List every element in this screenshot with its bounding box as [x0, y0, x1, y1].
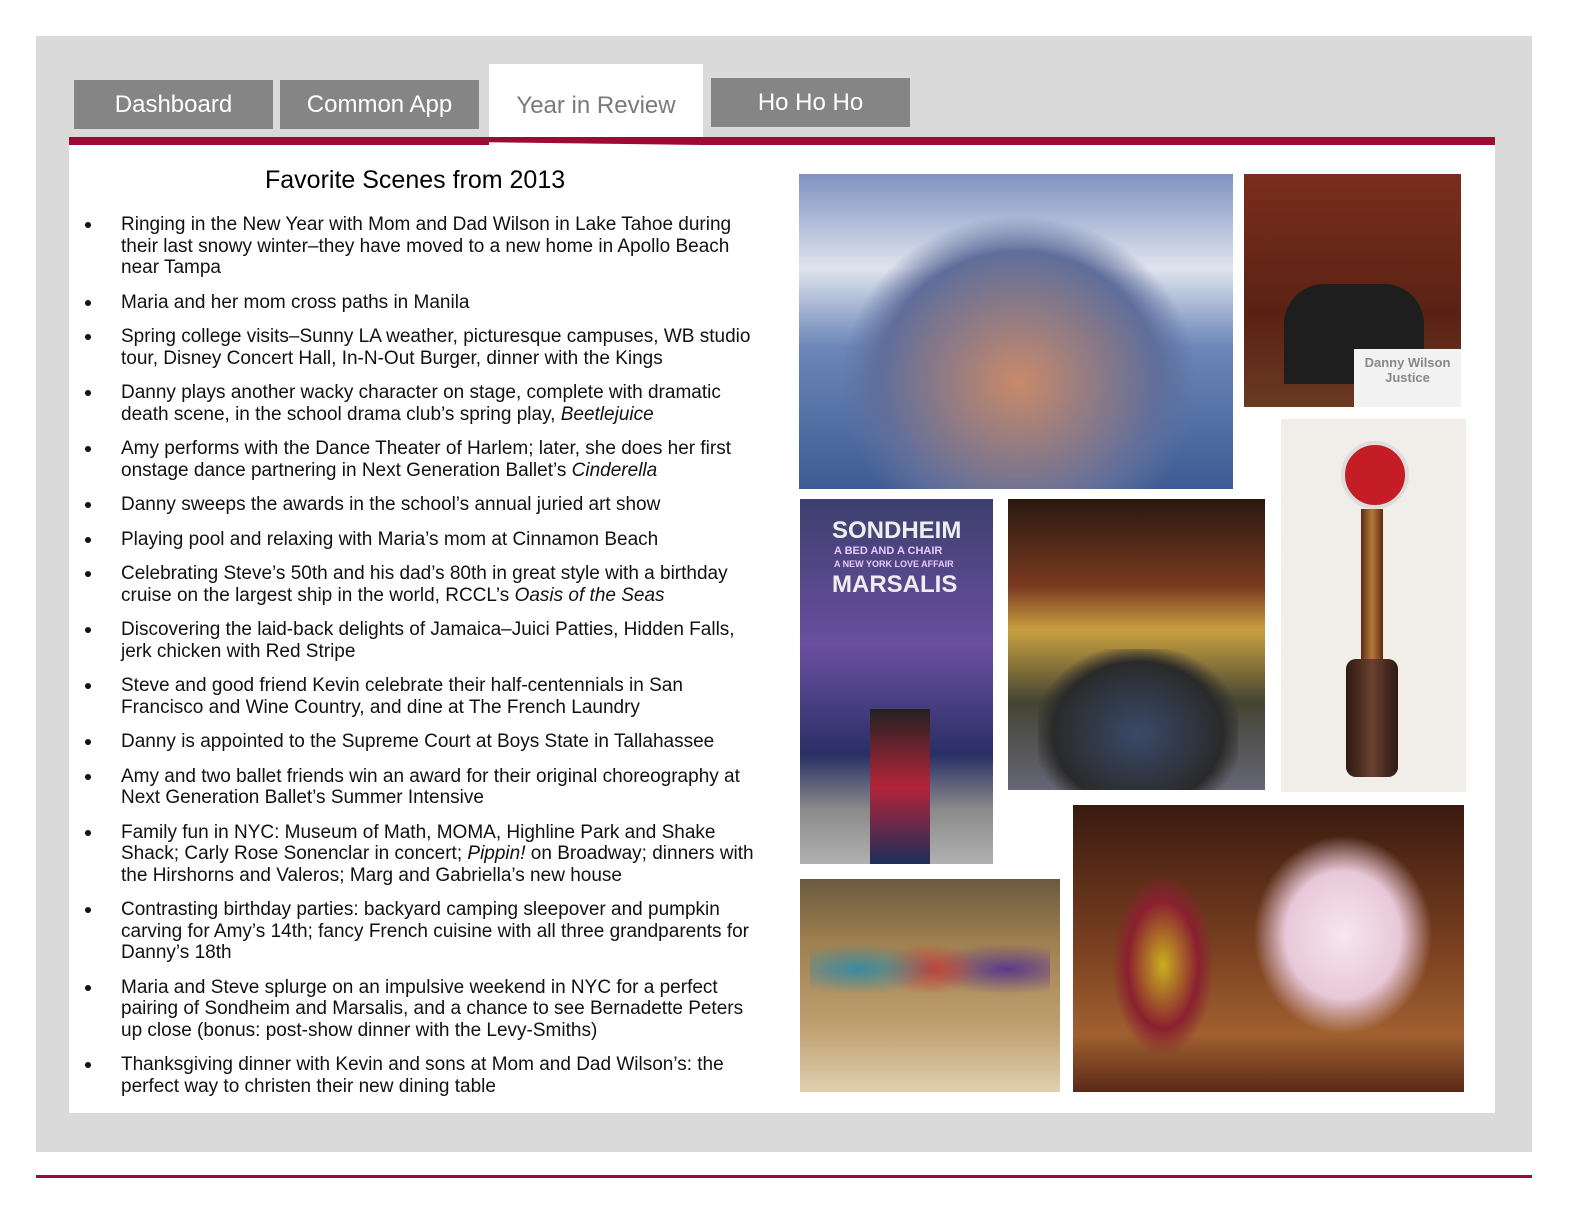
item-text: Danny plays another wacky character on stage, complete with dramatic death scene, in the school drama club’s spring play, — [121, 382, 721, 425]
bullet-icon — [85, 907, 91, 913]
scene-item — [85, 675, 765, 718]
scenes-list — [85, 214, 765, 1110]
item-text: Danny is appointed to the Supreme Court at Boys State in Tallahassee — [121, 731, 715, 752]
item-text: Amy performs with the Dance Theater of Harlem; later, she does her first onstage dance partnering in Next Generation Ballet’s — [121, 438, 732, 481]
bullet-icon — [85, 222, 91, 228]
poster-title-2: MARSALIS — [832, 571, 958, 598]
item-text: Steve and good friend Kevin celebrate their half-centennials in San Francisco and Wine Country, and dine at The French Laundry — [121, 675, 683, 718]
photo-cruise-family — [799, 174, 1233, 489]
scene-item — [85, 766, 765, 809]
scene-item — [85, 529, 765, 551]
photo-broadway-times-square — [1008, 499, 1265, 790]
bullet-icon — [85, 627, 91, 633]
bullet-icon — [85, 1062, 91, 1068]
bullet-icon — [85, 300, 91, 306]
page-title: Favorite Scenes from 2013 — [265, 166, 566, 194]
photo-boys-state-justice — [1244, 174, 1461, 407]
photo-ballet-performance — [1073, 805, 1464, 1092]
item-title-italic: Pippin! — [467, 843, 526, 864]
item-text: Danny sweeps the awards in the school’s annual juried art show — [121, 494, 661, 515]
scene-item — [85, 214, 765, 279]
item-text: on Broadway; dinners with the Hirshorns and Valeros; Marg and Gabriella’s new house — [121, 843, 754, 886]
scene-item — [85, 1054, 765, 1097]
bullet-icon — [85, 334, 91, 340]
bullet-icon — [85, 830, 91, 836]
item-text: Playing pool and relaxing with Maria’s mom at Cinnamon Beach — [121, 528, 659, 550]
footer-rule — [36, 1175, 1532, 1178]
scene-item — [85, 731, 765, 753]
bullet-icon — [85, 446, 91, 452]
tab-dashboard[interactable]: Dashboard — [74, 80, 273, 129]
item-text: Spring college visits–Sunny LA weather, picturesque campuses, WB studio tour, Disney Concert Hall, In-N-Out Burger, dinner with the Kings — [121, 326, 751, 369]
item-text: Maria and Steve splurge on an impulsive weekend in NYC for a perfect pairing of Sondheim and Marsalis, and a chance to see Bernadette Peters up close (bonus: post-show dinner with the Levy-Smiths) — [121, 976, 744, 1041]
tab-underline — [69, 137, 1495, 145]
scene-item — [85, 563, 765, 606]
bullet-icon — [85, 683, 91, 689]
scene-item — [85, 382, 765, 425]
scene-item — [85, 438, 765, 481]
photo-sondheim-marsalis-poster — [800, 499, 993, 864]
item-title-italic: Cinderella — [571, 459, 658, 481]
item-text: Ringing in the New Year with Mom and Dad Wilson in Lake Tahoe during their last snowy winter–they have moved to a new home in Apollo Beach near Tampa — [121, 214, 732, 278]
scene-item — [85, 899, 765, 964]
poster-title: SONDHEIM — [832, 517, 962, 544]
scene-item — [85, 494, 765, 516]
scene-item — [85, 326, 765, 369]
item-text: Maria and her mom cross paths in Manila — [121, 291, 470, 313]
item-text: Contrasting birthday parties: backyard camping sleepover and pumpkin carving for Amy’s 14th; fancy French cuisine with all three grandparents for Danny’s 18th — [121, 899, 750, 963]
name-plate: Danny Wilson Justice — [1354, 349, 1461, 407]
tab-common-app[interactable]: Common App — [280, 80, 479, 129]
scene-item — [85, 977, 765, 1042]
item-title-italic: Beetlejuice — [560, 403, 654, 425]
item-text: Discovering the laid-back delights of Jamaica–Juici Patties, Hidden Falls, jerk chicken with Red Stripe — [121, 619, 735, 662]
bullet-icon — [85, 390, 91, 396]
bullet-icon — [85, 502, 91, 508]
bullet-icon — [85, 537, 91, 543]
bullet-icon — [85, 571, 91, 577]
tab-year-in-review[interactable]: Year in Review — [489, 64, 703, 145]
photo-tea-with-grandparents — [800, 879, 1060, 1092]
item-text: Family fun in NYC: Museum of Math, MOMA, Highline Park and Shake Shack; Carly Rose Sonenclar in concert; — [121, 821, 716, 864]
bullet-icon — [85, 739, 91, 745]
scene-item — [85, 619, 765, 662]
item-text: Amy and two ballet friends win an award for their original choreography at Next Generation Ballet’s Summer Intensive — [121, 765, 740, 808]
item-text: Thanksgiving dinner with Kevin and sons at Mom and Dad Wilson’s: the perfect way to christen their new dining table — [121, 1054, 724, 1097]
item-text: Celebrating Steve’s 50th and his dad’s 80th in great style with a birthday cruise on the largest ship in the world, RCCL’s — [121, 563, 728, 606]
bullet-icon — [85, 985, 91, 991]
poster-subtitle: A BED AND A CHAIR — [834, 545, 943, 557]
poster-subtitle-2: A NEW YORK LOVE AFFAIR — [834, 559, 954, 569]
tab-ho-ho-ho[interactable]: Ho Ho Ho — [711, 78, 910, 127]
scene-item — [85, 822, 765, 887]
bullet-icon — [85, 774, 91, 780]
photo-coke-bottle-art — [1281, 419, 1466, 792]
item-title-italic: Oasis of the Seas — [514, 584, 665, 606]
scene-item — [85, 292, 765, 314]
